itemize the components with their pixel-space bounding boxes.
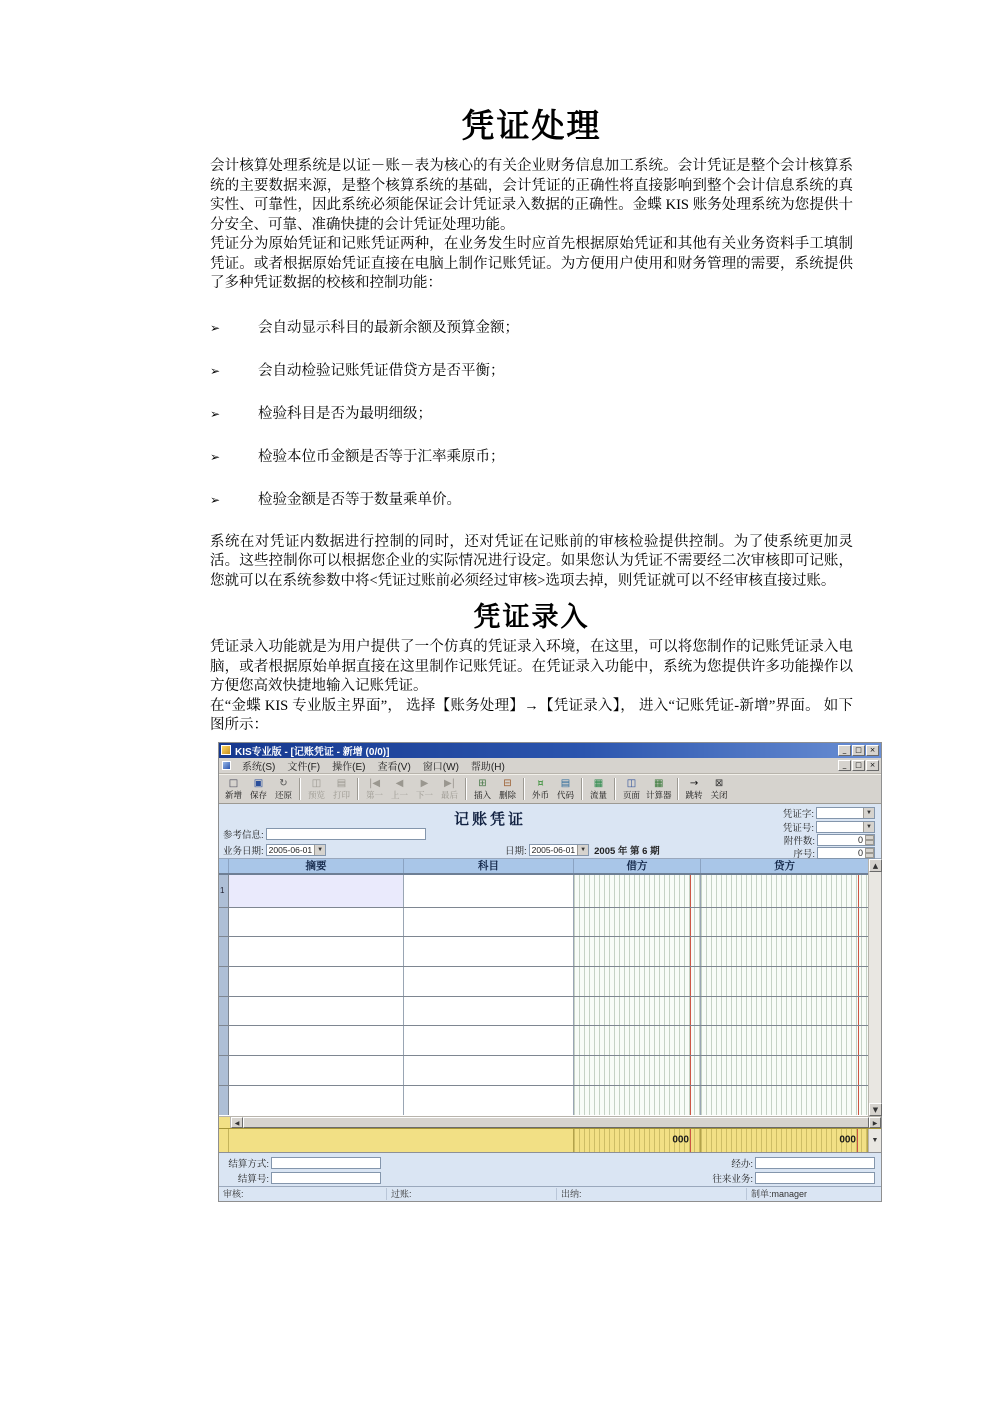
summary-cell[interactable] [229,937,404,966]
total-credit-value: 000 [839,1134,856,1146]
flow-icon: ▦ [593,777,604,789]
table-row[interactable] [219,1086,868,1116]
credit-cell[interactable] [701,908,868,937]
save-button[interactable]: ▣ 保存 [249,777,267,800]
menu-bar [219,758,881,774]
currency-icon: ¤ [537,777,544,789]
toolbar [219,774,881,804]
scroll-down-icon[interactable]: ▼ [868,1129,881,1152]
new-doc-icon: □ [228,777,239,789]
account-cell[interactable] [404,1026,574,1055]
maker-value: manager [771,1188,808,1199]
reference-label: 参考信息: [223,829,264,841]
column-header-summary[interactable]: 摘要 [229,859,404,873]
totals-row [219,1128,881,1153]
menu-system[interactable]: 系统(S) [242,761,276,773]
app-screenshot [218,742,882,1202]
attachments-label: 附件数: [783,835,815,847]
toolbar-divider [465,778,467,800]
table-row[interactable] [219,967,868,997]
table-row[interactable] [219,997,868,1027]
list-item: ➢ 检验科目是否为最明细级； [210,405,432,422]
delete-row-button[interactable]: ⊟ 删除 [498,777,516,800]
counterparty-input[interactable] [755,1172,875,1184]
last-record-icon: ▶| [443,777,456,789]
document-page [210,100,879,1202]
menu-window[interactable]: 窗口(W) [422,761,459,773]
table-row[interactable] [219,1026,868,1056]
total-debit-value: 000 [672,1134,689,1146]
child-minimize-button[interactable]: _ [838,760,851,771]
list-item: ➢ 检验金额是否等于数量乘单价。 [210,491,461,508]
settlement-method-input[interactable] [271,1157,381,1169]
summary-cell[interactable] [229,997,404,1026]
foreign-currency-button[interactable]: ¤ 外币 [531,777,549,800]
debit-cell[interactable] [574,1026,701,1055]
paragraph-2: 凭证分为原始凭证和记账凭证两种，在业务发生时应首先根据原始凭证和其他有关业务资料手工填制凭证。或者根据原始凭证直接在电脑上制作记账凭证。为方便用户使用和财务管理的需要，系统提供了多种凭证数据的校核和控制功能： [210,236,853,291]
settlement-number-label: 结算号: [237,1173,269,1185]
previous-record-icon: ◀ [395,777,404,789]
last-button[interactable]: ▶| 最后 [440,777,458,800]
column-header-debit[interactable]: 借方 [574,859,701,873]
debit-cell[interactable] [574,997,701,1026]
insert-icon: ⊞ [478,777,487,789]
summary-cell[interactable] [229,1026,404,1055]
bullet-arrow-icon: ➢ [210,363,221,378]
toolbar-divider [299,778,301,800]
feature-list [210,318,853,510]
child-close-button[interactable]: × [866,760,879,771]
toolbar-divider [677,778,679,800]
cashier-status: 出纳: [557,1188,747,1200]
menu-view[interactable]: 查看(V) [377,761,411,773]
summary-cell[interactable] [229,908,404,937]
list-item: ➢ 会自动显示科目的最新余额及预算金额； [210,319,519,336]
credit-cell[interactable] [701,1086,868,1116]
child-restore-button[interactable]: □ [852,760,865,771]
page-icon: ◫ [626,777,637,789]
calculator-icon: ▦ [654,777,664,789]
table-row[interactable] [219,875,868,908]
account-cell[interactable] [404,1086,574,1116]
credit-cell[interactable] [701,875,868,907]
reference-input[interactable] [266,828,426,840]
debit-cell[interactable] [574,1086,701,1116]
menu-operate[interactable]: 操作(E) [332,761,366,773]
column-header-account[interactable]: 科目 [404,859,574,873]
corner-cell [219,859,229,873]
voucher-word-label: 凭证字: [782,808,814,820]
spin-down-icon[interactable] [865,840,874,845]
account-cell[interactable] [404,875,574,907]
close-voucher-button[interactable]: ⊠ 关闭 [710,777,728,800]
summary-cell[interactable] [229,875,404,907]
account-cell[interactable] [404,908,574,937]
menu-file[interactable]: 文件(F) [287,761,321,773]
doc-title: 凭证处理 [461,109,602,145]
credit-cell[interactable] [701,997,868,1026]
debit-cell[interactable] [574,1056,701,1085]
bullet-arrow-icon: ➢ [210,449,221,464]
voucher-word-select[interactable] [816,807,875,819]
bullet-arrow-icon: ➢ [210,492,221,507]
undo-icon: ↻ [279,777,288,789]
account-cell[interactable] [404,997,574,1026]
chevron-down-icon[interactable]: ▼ [314,845,325,855]
audit-status: 审核: [219,1188,387,1200]
account-cell[interactable] [404,1056,574,1085]
sequence-stepper[interactable]: 0 [817,847,875,859]
sequence-label: 序号: [793,848,815,860]
voucher-title: 记账凭证 [453,811,526,828]
account-cell[interactable] [404,937,574,966]
page-setup-button[interactable]: ◫ 页面 [622,777,640,800]
credit-cell[interactable] [701,1056,868,1085]
column-header-credit[interactable]: 贷方 [774,860,795,872]
table-row[interactable] [219,937,868,967]
attachments-stepper[interactable]: 0 [817,834,875,846]
jump-arrow-icon: → [689,777,699,789]
total-debit-cell [574,1129,701,1152]
chevron-down-icon[interactable]: ▼ [863,808,874,818]
bullet-arrow-icon: ➢ [210,406,221,421]
scroll-up-icon[interactable]: ▲ [869,859,882,872]
maker-status: 制单:manager [751,1188,808,1199]
summary-cell[interactable] [229,1086,404,1116]
first-button[interactable]: |◀ 第一 [365,777,383,800]
table-row[interactable] [219,908,868,938]
credit-cell[interactable] [701,937,868,966]
chevron-down-icon[interactable]: ▼ [863,822,874,832]
first-record-icon: |◀ [368,777,381,789]
totals-summary-cell [229,1129,574,1152]
row-number: 1 [219,875,229,907]
previous-button[interactable]: ◀ 上一 [390,777,408,800]
list-item: ➢ 会自动检验记账凭证借贷方是否平衡； [210,362,505,379]
voucher-header [219,804,881,859]
preview-button[interactable]: ◫ 预览 [307,777,325,800]
paragraph-5: 在“金蝶 KIS 专业版主界面”， 选择【账务处理】→【凭证录入】， 进入“记账凭证-新增”界面。 如下图所示： [210,697,853,733]
next-record-icon: ▶ [420,777,429,789]
restore-voucher-button[interactable]: ↻ 还原 [274,777,292,800]
scrollbar-thumb[interactable] [243,1117,869,1128]
save-icon: ▣ [253,777,264,789]
code-button[interactable]: ▤ 代码 [556,777,574,800]
toolbar-divider [357,778,359,800]
scroll-right-icon[interactable]: ▶ [869,1117,881,1128]
app-icon [221,745,231,755]
window-title: KIS专业版 - [记账凭证 - 新增 (0/0)] [235,746,390,758]
print-button[interactable]: ▤ 打印 [332,777,350,800]
counterparty-label: 往来业务: [712,1173,753,1185]
restore-button[interactable]: □ [852,745,865,756]
next-button[interactable]: ▶ 下一 [415,777,433,800]
grid-body [219,875,868,1116]
business-date-label: 业务日期: [223,845,264,857]
credit-cell[interactable] [701,967,868,996]
settlement-method-label: 结算方式: [228,1158,269,1170]
settlement-number-input[interactable] [271,1172,381,1184]
period-text: 2005 年 第 6 期 [594,845,660,857]
delete-icon: ⊟ [503,777,512,789]
list-item: ➢ 检验本位币金额是否等于汇率乘原币； [210,448,505,465]
child-window-icon [222,761,231,770]
status-bar [219,1186,881,1201]
business-date-select[interactable]: 2005-06-01 ▼ [266,844,326,856]
credit-cell[interactable] [701,1026,868,1055]
grid-header-row [219,859,868,875]
agent-input[interactable] [755,1157,875,1169]
debit-cell[interactable] [574,967,701,996]
scroll-left-icon[interactable]: ◀ [231,1117,243,1128]
date-label: 日期: [505,845,527,857]
summary-cell[interactable] [229,967,404,996]
table-row[interactable] [219,1056,868,1086]
voucher-grid [219,859,881,1116]
total-credit-cell [701,1129,868,1152]
window-titlebar [219,743,881,758]
voucher-number-select[interactable] [816,821,875,833]
summary-cell[interactable] [229,1056,404,1085]
calculator-button[interactable]: ▦ 计算器 [646,777,672,800]
menu-help[interactable]: 帮助(H) [470,761,505,773]
grid-corner-stub [219,1117,231,1128]
close-button[interactable]: × [866,745,879,756]
code-book-icon: ▤ [560,777,571,789]
voucher-number-label: 凭证号: [782,822,814,834]
print-icon: ▤ [336,777,347,789]
new-button[interactable]: □ 新增 [224,777,242,800]
paragraph-1: 会计核算处理系统是以证－账－表为核心的有关企业财务信息加工系统。会计凭证是整个会计核算系统的主要数据来源，是整个核算系统的基础，会计凭证的正确性将直接影响到整个会计信息系统的真实性、可靠性，因此系统必须能保证会计凭证录入数据的正确性。金蝶 KIS 账务处理系统为您提供十分安全、可靠、准确快捷的会计凭证处理功能。 [210,158,853,233]
horizontal-scrollbar[interactable] [219,1116,881,1128]
account-cell[interactable] [404,967,574,996]
cashflow-button[interactable]: ▦ 流量 [589,777,607,800]
exit-icon: ⊠ [714,777,724,789]
debit-cell[interactable] [574,908,701,937]
date-select[interactable]: 2005-06-01 ▼ [529,844,589,856]
toolbar-divider [523,778,525,800]
paragraph-4: 凭证录入功能就是为用户提供了一个仿真的凭证录入环境，在这里，可以将您制作的记账凭证录入电脑，或者根据原始单据直接在这里制作记账凭证。在凭证录入功能中，系统为您提供许多功能操作以方便您高效快捷地输入记账凭证。 [210,639,853,694]
post-status: 过账: [387,1188,557,1200]
toolbar-divider [581,778,583,800]
toolbar-divider [614,778,616,800]
jump-button[interactable]: → 跳转 [685,777,703,800]
debit-cell[interactable] [574,937,701,966]
scroll-down-icon[interactable]: ▼ [869,1103,882,1116]
settlement-panel [219,1153,881,1186]
chevron-down-icon[interactable]: ▼ [577,845,588,855]
debit-cell[interactable] [574,875,701,907]
preview-icon: ◫ [311,777,322,789]
section-heading: 凭证录入 [473,602,590,632]
spin-down-icon[interactable] [865,853,874,858]
agent-label: 经办: [731,1158,753,1170]
minimize-button[interactable]: _ [838,745,851,756]
vertical-scrollbar[interactable] [868,859,881,1116]
insert-row-button[interactable]: ⊞ 插入 [473,777,491,800]
paragraph-3: 系统在对凭证内数据进行控制的同时，还对凭证在记账前的审核检验提供控制。为了使系统更加灵活。这些控制你可以根据您企业的实际情况进行设定。如果您认为凭证不需要经二次审核即可记账，您就可以在系统参数中将<凭证过账前必须经过审核>选项去掉，则凭证就可以不经审核直接过账。 [210,533,853,589]
bullet-arrow-icon: ➢ [210,320,221,335]
